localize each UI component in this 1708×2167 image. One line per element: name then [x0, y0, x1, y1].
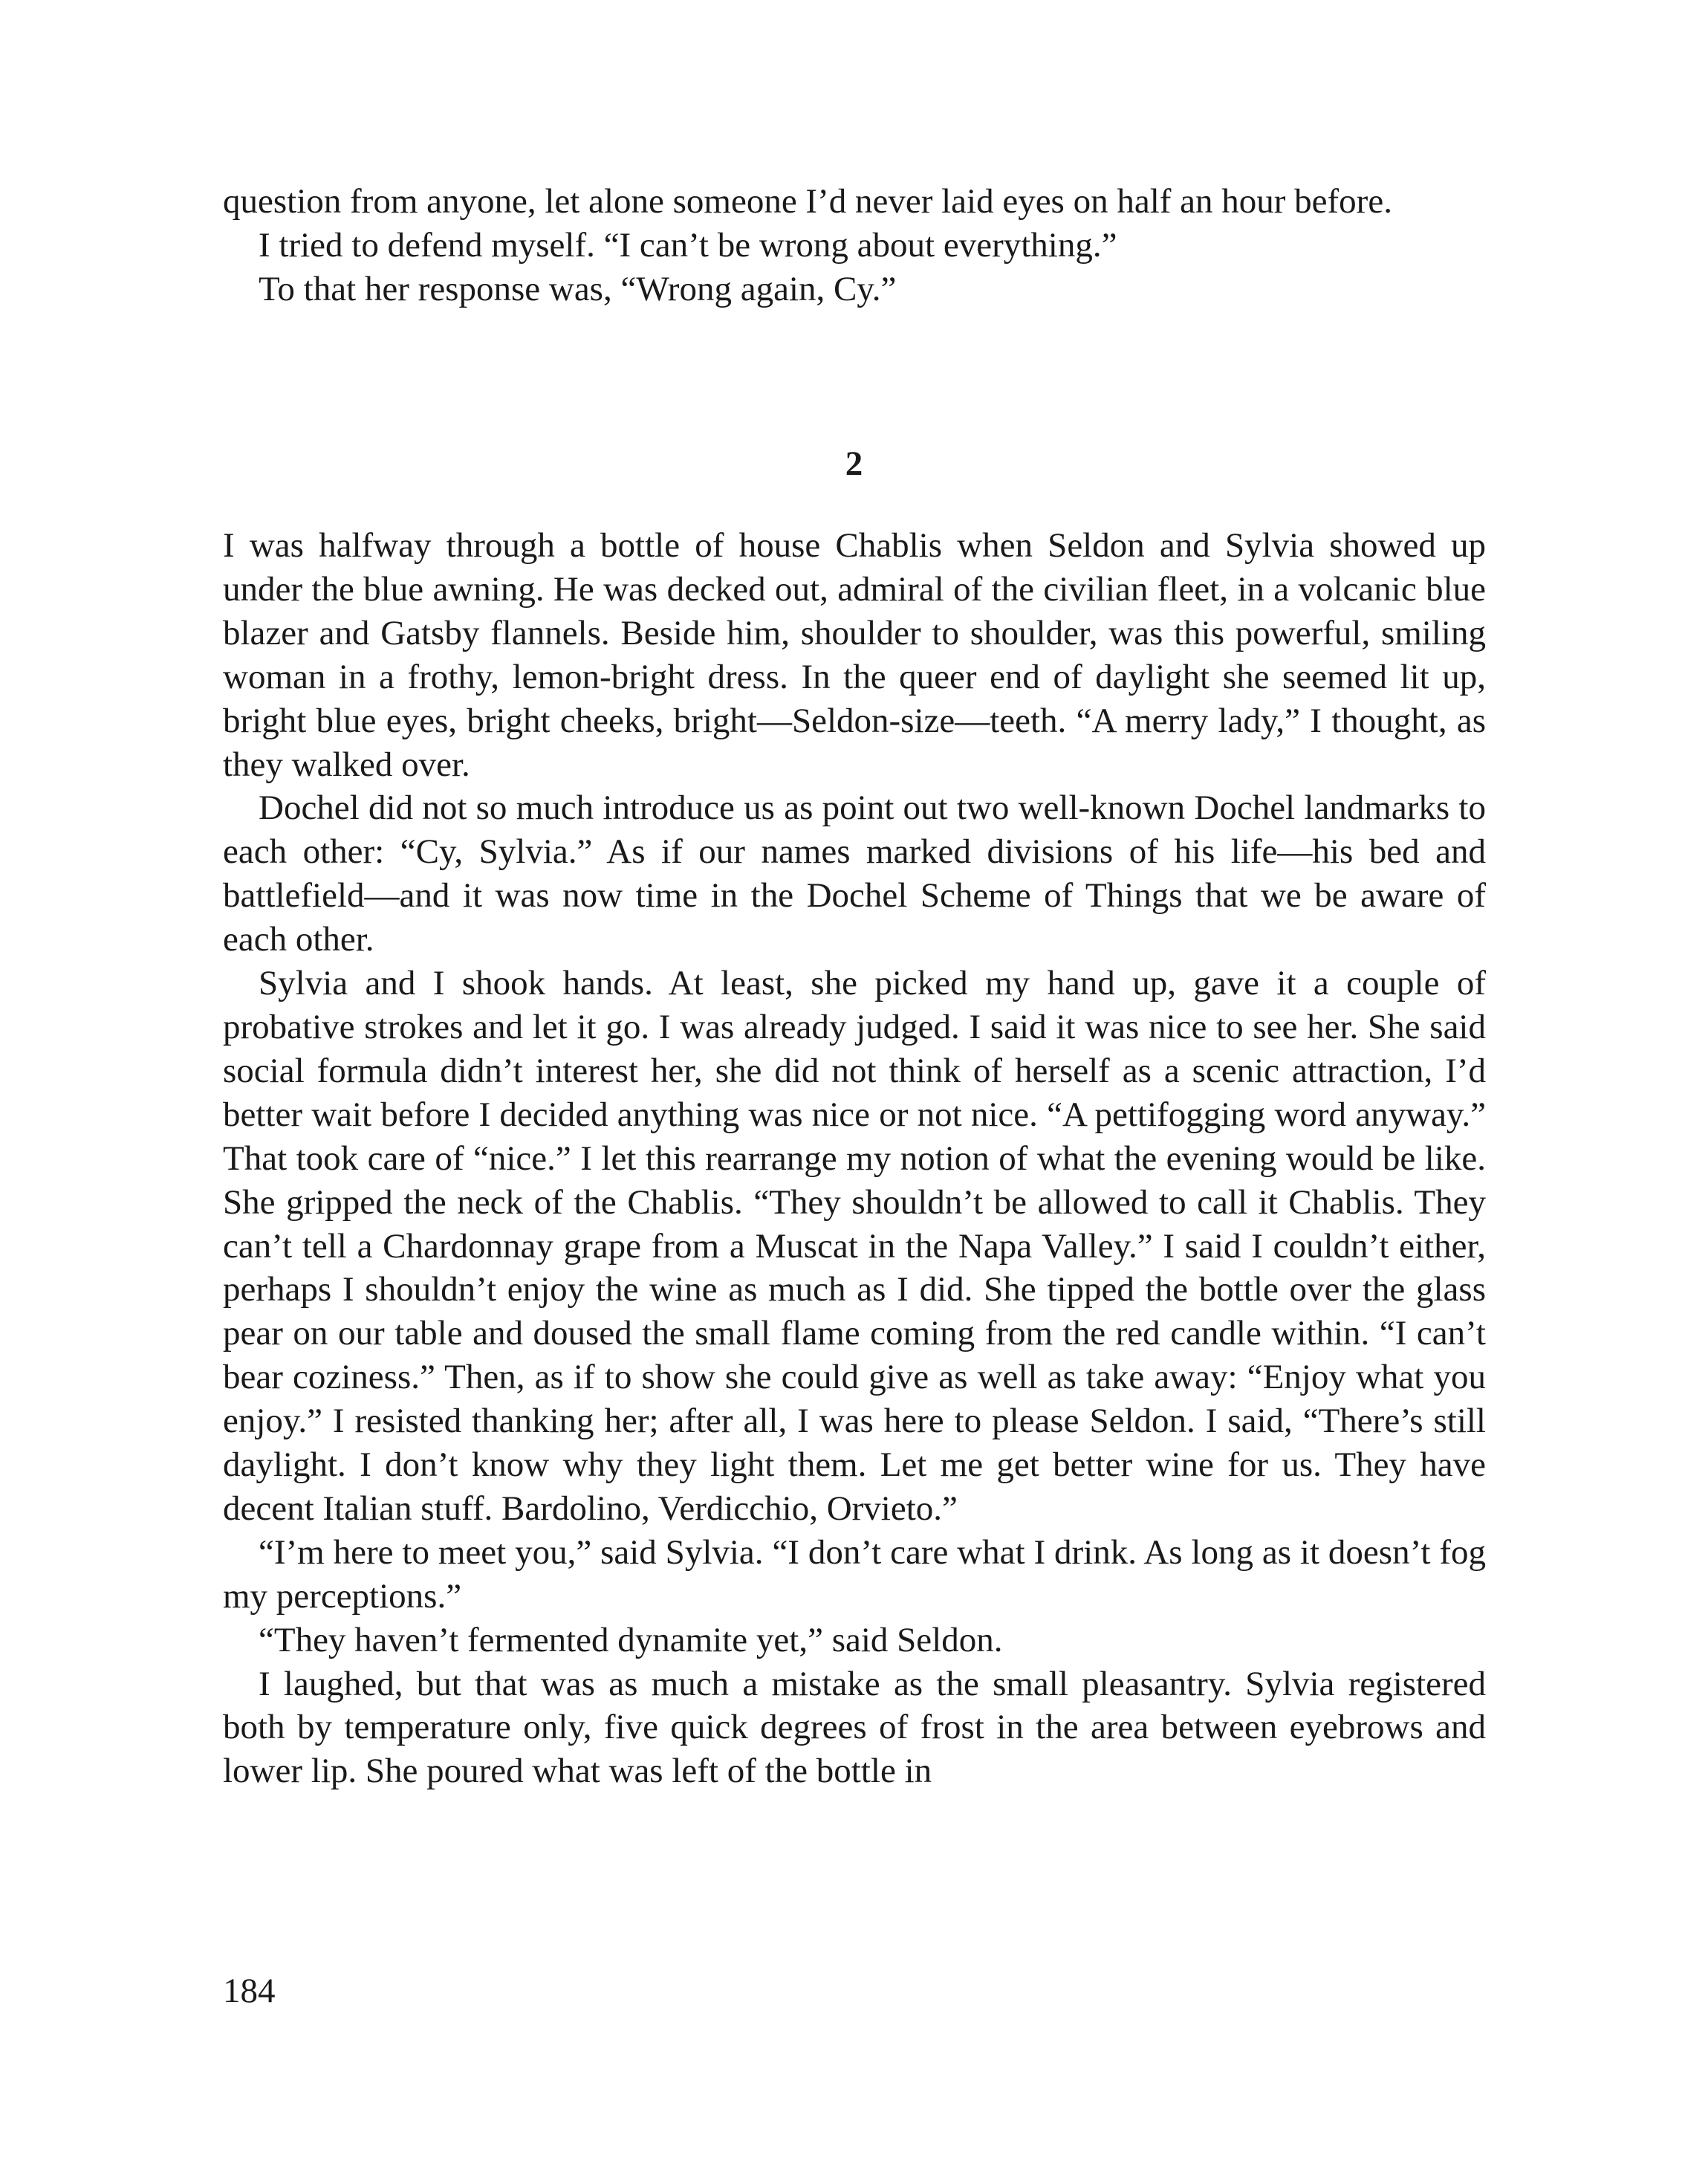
paragraph-opening: I was halfway through a bottle of house Chablis when Seldon and Sylvia showed up under the blue awning. He was decked out, admiral of the civilian fleet, in a volcanic blue blazer and Gatsby flannels. Beside him, shoulder to shoulder, was this powerful, smiling woman in a frothy, lemon-bright dress. In the queer end of daylight she seemed lit up, bright blue eyes, bright cheeks, bright—Seldon-size—teeth. “A merry lady,” I thought, as they walked over. — [223, 526, 1486, 784]
page-number: 184 — [223, 1972, 276, 2010]
continued-text-block — [223, 180, 1486, 311]
paragraph: I tried to defend myself. “I can’t be wrong about everything.” — [259, 225, 1117, 265]
paragraph: “They haven’t fermented dynamite yet,” said Seldon. — [259, 1620, 1003, 1659]
paragraph: Sylvia and I shook hands. At least, she picked my hand up, gave it a couple of probative strokes and let it go. I was already judged. I said it was nice to see her. She said social formula didn’t interest her, she did not think of herself as a scenic attraction, I’d better wait before I decided anything was nice or not nice. “A pettifogging word anyway.” That took care of “nice.” I let this rearrange my notion of what the evening would be like. She gripped the neck of the Chablis. “They shouldn’t be allowed to call it Chablis. They can’t tell a Chardonnay grape from a Muscat in the Napa Valley.” I said I couldn’t either, perhaps I shouldn’t enjoy the wine as much as I did. She tipped the bottle over the glass pear on our table and doused the small flame coming from the red candle within. “I can’t bear coziness.” Then, as if to show she could give as well as take away: “Enjoy what you enjoy.” I resisted thanking her; after all, I was here to please Seldon. I said, “There’s still daylight. I don’t know why they light them. Let me get better wine for us. They have decent Italian stuff. Bardolino, Verdicchio, Orvieto.” — [223, 964, 1486, 1528]
paragraph: I laughed, but that was as much a mistake as the small pleasantry. Sylvia registered both by temperature only, five quick degrees of frost in the area between eyebrows and lower lip. She poured what was left of the bottle in — [223, 1664, 1486, 1791]
paragraph-continued: question from anyone, let alone someone I’d never laid eyes on half an hour before. — [223, 182, 1392, 221]
paragraph: “I’m here to meet you,” said Sylvia. “I don’t care what I drink. As long as it doesn’t fog my perceptions.” — [223, 1532, 1486, 1616]
chapter-number: 2 — [845, 444, 863, 483]
paragraph: Dochel did not so much introduce us as point out two well-known Dochel landmarks to each other: “Cy, Sylvia.” As if our names marked divisions of his life—his bed and battlefield—and it was now time in the Dochel Scheme of Things that we be aware of each other. — [223, 788, 1486, 959]
paragraph: To that her response was, “Wrong again, Cy.” — [259, 269, 897, 308]
chapter-text-block — [223, 524, 1486, 1793]
